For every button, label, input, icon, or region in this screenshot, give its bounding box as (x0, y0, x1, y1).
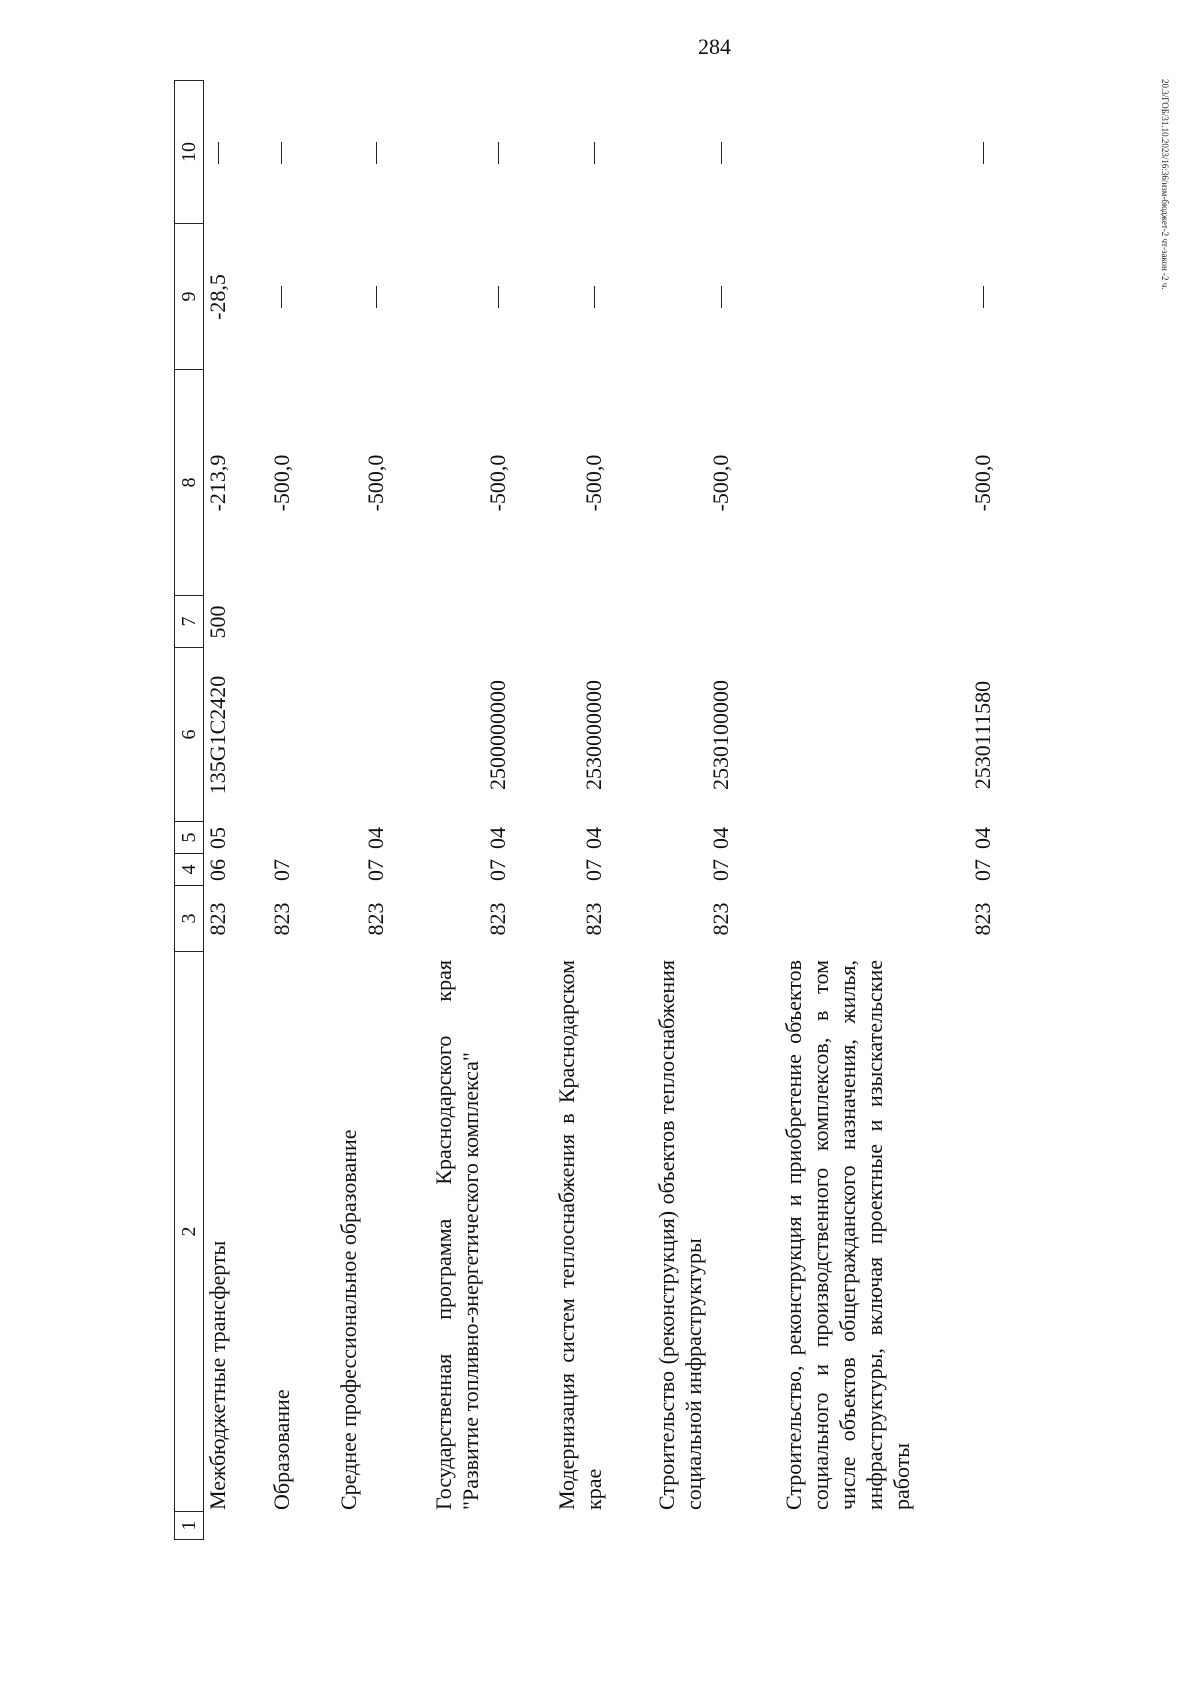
row-5-col-8: -500,0 (581, 454, 606, 512)
row-4-col-3: 823 (485, 902, 510, 936)
row-2-name: Образование (269, 1389, 294, 1510)
row-6-col-5: 04 (708, 827, 733, 849)
row-4-col-5: 04 (485, 827, 510, 849)
row-3-name: Среднее профессиональное образование (336, 1129, 361, 1510)
row-7-col-5: 04 (970, 827, 995, 849)
row-7-col-9 (983, 286, 984, 308)
row-1-col-10 (218, 142, 219, 164)
table-header-row (174, 80, 204, 1540)
row-7-col-8: -500,0 (970, 454, 995, 512)
row-2-col-3: 823 (269, 902, 294, 936)
row-1-name: Межбюджетные трансферты (205, 1240, 230, 1510)
row-2-col-10 (281, 142, 282, 164)
row-6-col-10 (721, 142, 722, 164)
row-3-col-9 (376, 286, 377, 308)
row-6-col-6: 2530100000 (708, 680, 733, 790)
row-6-col-8: -500,0 (708, 454, 733, 512)
row-6-col-4: 07 (708, 859, 733, 881)
row-4-col-10 (498, 142, 499, 164)
header-col-2: 2 (175, 951, 203, 1511)
row-3-col-10 (376, 142, 377, 164)
row-7-col-6: 2530111580 (970, 680, 995, 790)
row-6-name: Строительство (реконструкция) объектов теплоснабжения социальной инфраструктуры (654, 960, 706, 1510)
row-1-col-7: 500 (205, 605, 230, 639)
row-5-name: Модернизация систем теплоснабжения в Краснодарском крае (554, 960, 606, 1510)
row-7-col-3: 823 (970, 902, 995, 936)
row-5-col-6: 2530000000 (581, 680, 606, 790)
row-1-col-9: -28,5 (205, 274, 230, 320)
row-4-col-8: -500,0 (485, 454, 510, 512)
row-4-col-9 (498, 286, 499, 308)
row-4-name: Государственная программа Краснодарского края "Развитие топливно-энергетического комплекса" (431, 960, 483, 1510)
page-number: 284 (698, 34, 731, 59)
row-3-col-3: 823 (363, 902, 388, 936)
row-4-col-6: 2500000000 (485, 680, 510, 790)
row-7-name: Строительство, реконструкция и приобретение объектов социального и производственного комплексов, в том числе объектов общегражданского назначения, жилья, инфраструктуры, включая проектные и изыскательские работы (781, 960, 914, 1510)
row-3-col-4: 07 (363, 859, 388, 881)
header-col-1: 1 (175, 1511, 203, 1539)
row-7-col-4: 07 (970, 859, 995, 881)
header-col-3: 3 (175, 885, 203, 951)
row-1-col-4: 06 (205, 859, 230, 881)
row-1-col-3: 823 (205, 902, 230, 936)
row-3-col-5: 04 (363, 827, 388, 849)
header-col-4: 4 (175, 853, 203, 885)
header-col-10: 10 (178, 142, 200, 162)
row-5-col-9 (594, 286, 595, 308)
row-4-col-4: 07 (485, 859, 510, 881)
row-3-col-8: -500,0 (363, 454, 388, 512)
row-7-col-10 (983, 142, 984, 164)
row-5-col-10 (594, 142, 595, 164)
row-1-col-6: 135G1C2420 (205, 675, 230, 795)
header-col-9: 9 (175, 223, 203, 369)
header-col-8: 8 (175, 369, 203, 595)
row-1-col-5: 05 (205, 827, 230, 849)
row-2-col-4: 07 (269, 859, 294, 881)
header-col-7: 7 (175, 595, 203, 647)
row-5-col-5: 04 (581, 827, 606, 849)
header-col-6: 6 (175, 647, 203, 821)
footer-document-code: 20.3/ГОБ/31.10.2023/16:36/изм-бюджет-2 чт-закон -2 ч. (1160, 79, 1170, 290)
row-2-col-8: -500,0 (269, 454, 294, 512)
row-6-col-9 (721, 286, 722, 308)
row-2-col-9 (281, 286, 282, 308)
row-1-col-8: -213,9 (205, 454, 230, 512)
row-5-col-3: 823 (581, 902, 606, 936)
row-6-col-3: 823 (708, 902, 733, 936)
row-5-col-4: 07 (581, 859, 606, 881)
header-col-5: 5 (175, 821, 203, 853)
budget-table (174, 80, 1184, 1540)
